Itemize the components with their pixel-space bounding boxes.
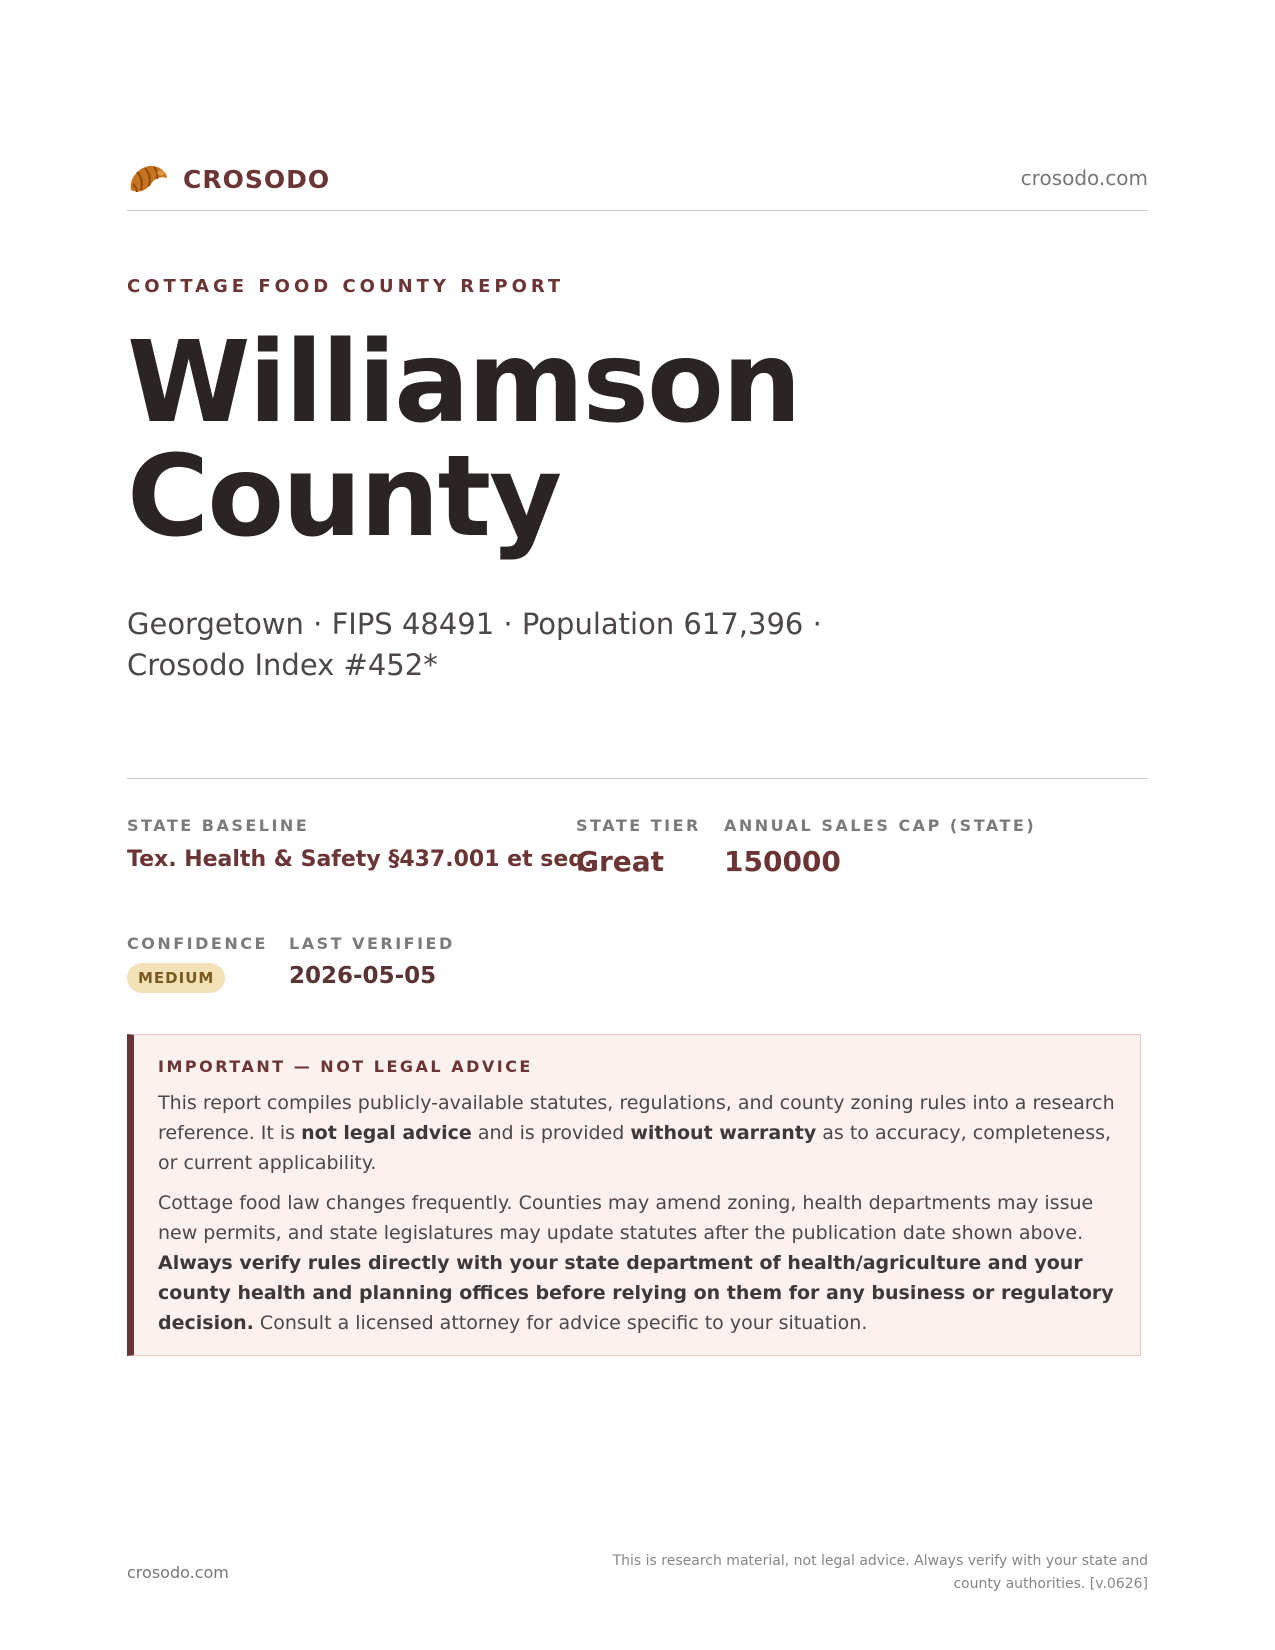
header-divider bbox=[127, 210, 1148, 211]
annual-sales-cap-field bbox=[724, 816, 1036, 878]
footer-site-link[interactable]: crosodo.com bbox=[127, 1563, 229, 1582]
notice-emphasis: not legal advice bbox=[301, 1122, 472, 1144]
last-verified-field bbox=[289, 934, 455, 989]
notice-title: IMPORTANT — NOT LEGAL ADVICE bbox=[158, 1057, 533, 1076]
field-value: 2026-05-05 bbox=[289, 963, 437, 989]
notice-emphasis: without warranty bbox=[630, 1122, 817, 1144]
brand bbox=[127, 160, 330, 198]
notice-emphasis: Always verify rules directly with your state department of health/agriculture and your county health and planning offices before relying on them for any business or regulatory decision. bbox=[158, 1252, 1114, 1334]
brand-name: CROSODO bbox=[183, 164, 331, 194]
notice-text: Cottage food law changes frequently. Counties may amend zoning, health departments may issue new permits, and state legislatures may update statutes after the publication date shown above. bbox=[158, 1192, 1094, 1244]
notice-text: This report compiles publicly-available statutes, regulations, and county zoning rules into a research reference. It is bbox=[158, 1092, 1115, 1144]
page-header bbox=[127, 160, 1148, 210]
notice-text: Consult a licensed attorney for advice specific to your situation. bbox=[253, 1312, 868, 1334]
footer-disclaimer: This is research material, not legal advice. Always verify with your state and county authorities. [v.0626] bbox=[612, 1553, 1148, 1592]
county-title: Williamson County bbox=[127, 318, 800, 562]
croissant-icon bbox=[127, 160, 169, 198]
notice-paragraph bbox=[158, 1088, 1116, 1178]
field-label: CONFIDENCE bbox=[127, 934, 268, 953]
state-baseline-field bbox=[127, 816, 592, 872]
section-divider bbox=[127, 778, 1148, 779]
notice-text: as to accuracy, completeness, or current applicability. bbox=[158, 1122, 1112, 1174]
field-label: ANNUAL SALES CAP (STATE) bbox=[724, 816, 1037, 835]
field-value: 150000 bbox=[724, 845, 841, 878]
report-page bbox=[127, 0, 1148, 1650]
legal-notice bbox=[127, 1034, 1141, 1356]
confidence-badge: MEDIUM bbox=[127, 963, 225, 993]
header-site-link[interactable]: crosodo.com bbox=[1020, 166, 1148, 190]
confidence-field bbox=[127, 934, 268, 993]
field-label: LAST VERIFIED bbox=[289, 934, 455, 953]
notice-paragraph bbox=[158, 1188, 1116, 1338]
county-subtitle: Georgetown · FIPS 48491 · Population 617,396 · Crosodo Index #452* bbox=[127, 607, 822, 682]
field-value: Tex. Health & Safety §437.001 et seq. bbox=[127, 847, 593, 872]
report-eyebrow: COTTAGE FOOD COUNTY REPORT bbox=[127, 276, 565, 297]
field-label: STATE BASELINE bbox=[127, 816, 310, 835]
notice-text: and is provided bbox=[471, 1122, 631, 1144]
field-value: Great bbox=[576, 845, 665, 878]
state-tier-field bbox=[576, 816, 701, 878]
field-label: STATE TIER bbox=[576, 816, 701, 835]
